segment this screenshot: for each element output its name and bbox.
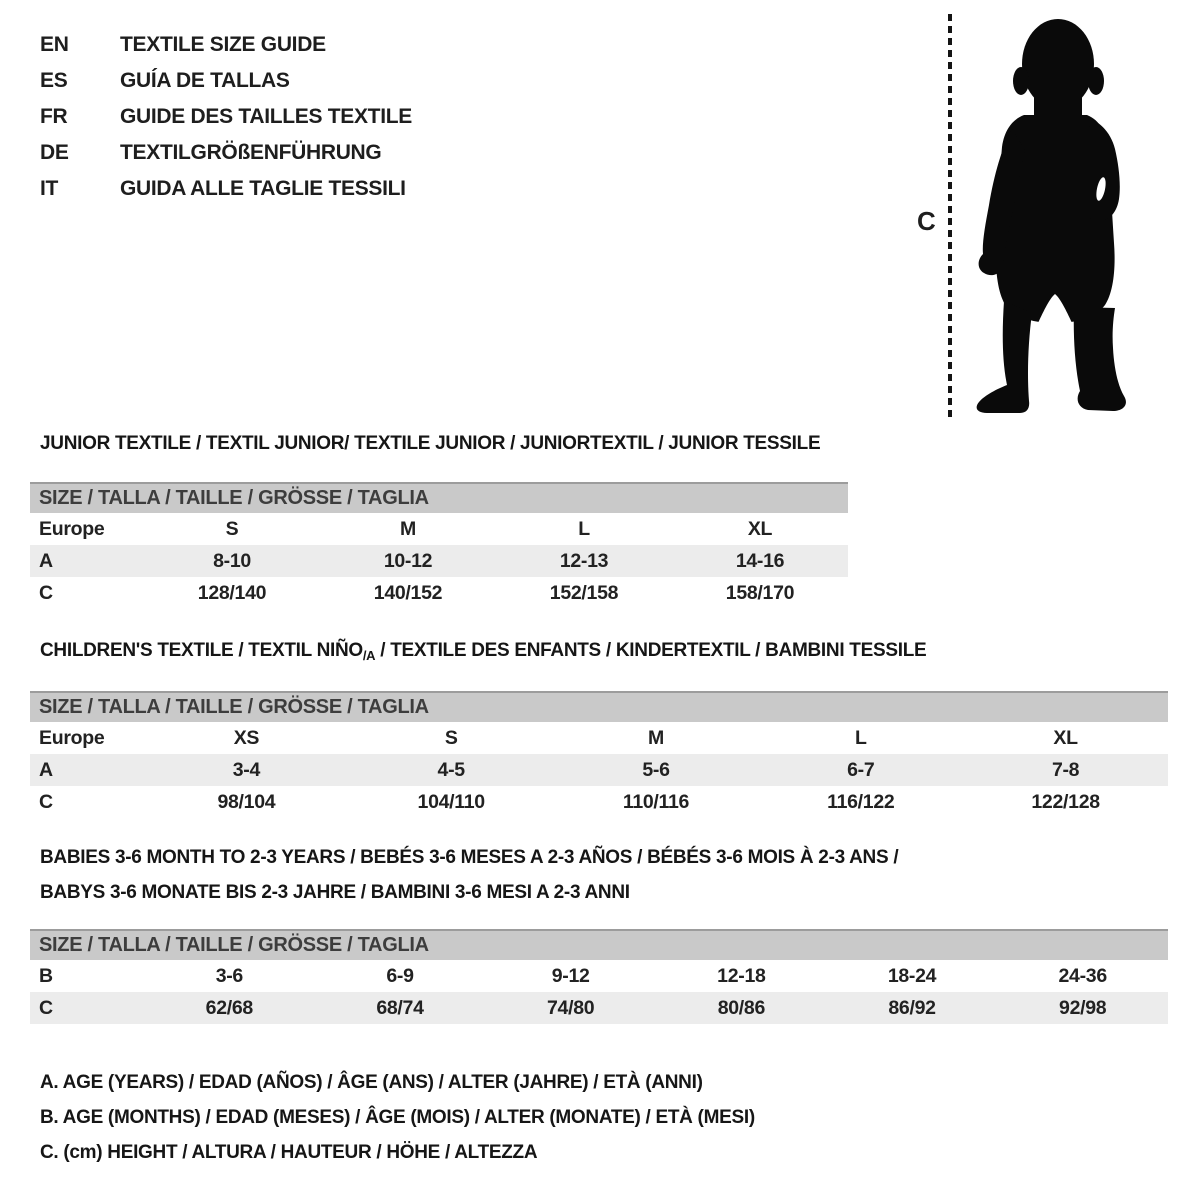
height-value: 152/158 (549, 582, 619, 604)
babies-months-row (30, 960, 1168, 992)
children-title-sub: /A (362, 648, 376, 663)
size-l: L (854, 727, 867, 749)
age-value: 10-12 (383, 550, 433, 572)
language-row (40, 63, 412, 99)
age-value: 14-16 (735, 550, 785, 572)
toddler-silhouette-icon (964, 12, 1144, 416)
size-m: M (400, 518, 416, 540)
size-header-bar: SIZE / TALLA / TAILLE / GRÖSSE / TAGLIA (30, 691, 1168, 722)
height-value: 80/86 (717, 997, 765, 1019)
height-value: 116/122 (827, 791, 895, 813)
region-label: Europe (39, 727, 105, 749)
size-l: L (578, 518, 590, 540)
age-value: 4-5 (437, 759, 465, 781)
height-value: 92/98 (1059, 997, 1107, 1019)
height-measure-label: C (917, 206, 936, 236)
row-label-b: B (39, 965, 53, 987)
language-code: FR (40, 105, 68, 128)
children-section-title (40, 639, 926, 668)
row-label-a: A (39, 759, 53, 781)
size-s: S (225, 518, 239, 540)
height-value: 128/140 (197, 582, 267, 604)
height-value: 62/68 (205, 997, 253, 1019)
babies-section-title-line2: BABYS 3-6 MONATE BIS 2-3 JAHRE / BAMBINI 3-6 MESI A 2-3 ANNI (40, 882, 630, 903)
babies-height-row (30, 992, 1168, 1024)
months-value: 24-36 (1058, 965, 1107, 987)
guide-title-es: GUÍA DE TALLAS (120, 69, 290, 92)
children-height-row (30, 786, 1168, 818)
junior-size-row (30, 513, 848, 545)
junior-size-table (30, 482, 848, 609)
children-size-table (30, 691, 1168, 818)
height-value: 98/104 (217, 791, 276, 813)
language-code: EN (40, 33, 69, 56)
size-header-bar: SIZE / TALLA / TAILLE / GRÖSSE / TAGLIA (30, 929, 1168, 960)
age-value: 7-8 (1051, 759, 1080, 781)
age-value: 6-7 (847, 759, 875, 781)
row-label-a: A (39, 550, 53, 572)
size-xs: XS (233, 727, 260, 749)
region-label: Europe (39, 518, 105, 540)
language-row (40, 99, 412, 135)
height-measure-dashed-line (948, 14, 952, 418)
babies-size-table (30, 929, 1168, 1024)
size-xl: XL (1053, 727, 1078, 749)
legend-age-years: A. AGE (YEARS) / EDAD (AÑOS) / ÂGE (ANS) / ALTER (JAHRE) / ETÀ (ANNI) (40, 1072, 703, 1093)
size-s: S (444, 727, 458, 749)
size-m: M (648, 727, 664, 749)
row-label-c: C (39, 582, 53, 604)
months-value: 12-18 (717, 965, 766, 987)
age-value: 12-13 (559, 550, 609, 572)
children-age-row (30, 754, 1168, 786)
height-value: 86/92 (888, 997, 936, 1019)
children-title-part1: CHILDREN'S TEXTILE / TEXTIL NIÑO (40, 640, 363, 661)
language-code: ES (40, 69, 68, 92)
age-value: 5-6 (642, 759, 670, 781)
months-value: 3-6 (215, 965, 243, 987)
children-size-row (30, 722, 1168, 754)
age-value: 3-4 (232, 759, 261, 781)
language-row (40, 27, 412, 63)
height-value: 110/116 (622, 791, 690, 813)
months-value: 18-24 (887, 965, 937, 987)
junior-age-row (30, 545, 848, 577)
legend-age-months: B. AGE (MONTHS) / EDAD (MESES) / ÂGE (MOIS) / ALTER (MONATE) / ETÀ (MESI) (40, 1107, 755, 1128)
children-title-part2: / TEXTILE DES ENFANTS / KINDERTEXTIL / BAMBINI TESSILE (375, 640, 927, 661)
legend-height-cm: C. (cm) HEIGHT / ALTURA / HAUTEUR / HÖHE / ALTEZZA (40, 1142, 538, 1163)
age-value: 8-10 (213, 550, 251, 572)
language-code: DE (40, 141, 69, 164)
size-xl: XL (747, 518, 773, 540)
height-value: 158/170 (725, 582, 795, 604)
babies-section-title-line1: BABIES 3-6 MONTH TO 2-3 YEARS / BEBÉS 3-6 MESES A 2-3 AÑOS / BÉBÉS 3-6 MOIS À 2-3 ANS / (40, 847, 899, 868)
row-label-c: C (39, 791, 53, 813)
height-value: 104/110 (417, 791, 485, 813)
size-header-bar: SIZE / TALLA / TAILLE / GRÖSSE / TAGLIA (30, 482, 848, 513)
guide-title-it: GUIDA ALLE TAGLIE TESSILI (120, 177, 406, 200)
height-figure (900, 0, 1160, 430)
guide-title-fr: GUIDE DES TAILLES TEXTILE (120, 105, 412, 128)
language-title-list (40, 27, 412, 207)
height-value: 140/152 (373, 582, 443, 604)
height-value: 122/128 (1031, 791, 1100, 813)
months-value: 6-9 (386, 965, 414, 987)
junior-section-title: JUNIOR TEXTILE / TEXTIL JUNIOR/ TEXTILE JUNIOR / JUNIORTEXTIL / JUNIOR TESSILE (40, 433, 821, 454)
guide-title-en: TEXTILE SIZE GUIDE (120, 33, 326, 56)
months-value: 9-12 (551, 965, 590, 987)
row-label-c: C (39, 997, 53, 1019)
height-value: 68/74 (376, 997, 424, 1019)
junior-height-row (30, 577, 848, 609)
guide-title-de: TEXTILGRÖßENFÜHRUNG (120, 141, 382, 164)
language-code: IT (40, 177, 59, 200)
height-value: 74/80 (547, 997, 595, 1019)
language-row (40, 135, 412, 171)
language-row (40, 171, 412, 207)
